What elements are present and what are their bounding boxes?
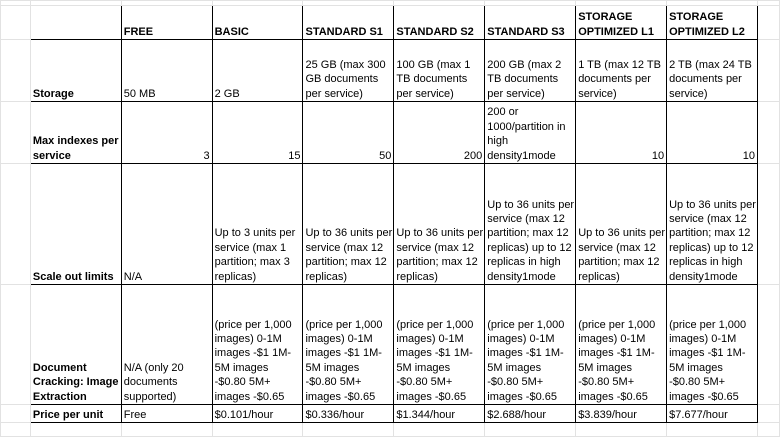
table-row-max-indexes [1,102,780,164]
cell[interactable] [758,40,780,102]
cell-price-basic[interactable]: $0.101/hour [212,405,303,423]
cell-cracking-free[interactable]: N/A (only 20 documents supported) [121,285,212,405]
cell-price-s1[interactable]: $0.336/hour [303,405,394,423]
cell-cracking-s1[interactable]: (price per 1,000 images) 0-1M images -$1 1M-5M images -$0.80 5M+ images -$0.65 [303,285,394,405]
cell-scale-s3[interactable]: Up to 36 units per service (max 12 partition; max 12 replicas) up to 12 replicas in high density1mode [485,164,576,285]
cell-scale-s2[interactable]: Up to 36 units per service (max 12 partition; max 12 replicas) [394,164,485,285]
cell[interactable] [758,102,780,164]
header-storage-l1[interactable]: STORAGE OPTIMIZED L1 [576,6,667,40]
table-row-storage [1,40,780,102]
header-standard-s3[interactable]: STANDARD S3 [485,6,576,40]
row-label-scale-out[interactable]: Scale out limits [30,164,121,285]
header-standard-s2[interactable]: STANDARD S2 [394,6,485,40]
cell[interactable] [758,423,780,437]
cell[interactable] [485,423,576,437]
header-storage-l2[interactable]: STORAGE OPTIMIZED L2 [667,6,758,40]
header-free[interactable]: FREE [121,6,212,40]
cell-scale-l1[interactable]: Up to 36 units per service (max 12 partition; max 12 replicas) [576,164,667,285]
cell-storage-l1[interactable]: 1 TB (max 12 TB documents per service) [576,40,667,102]
cell[interactable] [1,405,31,423]
header-basic[interactable]: BASIC [212,6,303,40]
table-row-scale-out [1,164,780,285]
cell[interactable] [1,40,31,102]
header-standard-s1[interactable]: STANDARD S1 [303,6,394,40]
cell-storage-basic[interactable]: 2 GB [212,40,303,102]
cell-cracking-s3[interactable]: (price per 1,000 images) 0-1M images -$1 1M-5M images -$0.80 5M+ images -$0.65 [485,285,576,405]
table-row-document-cracking [1,285,780,405]
cell[interactable] [758,164,780,285]
cell[interactable] [1,6,31,40]
cell-price-free[interactable]: Free [121,405,212,423]
cell[interactable] [1,102,31,164]
cell-indexes-free[interactable]: 3 [121,102,212,164]
cell[interactable] [212,423,303,437]
cell[interactable] [576,423,667,437]
cell[interactable] [667,423,758,437]
cell[interactable] [30,423,121,437]
cell-storage-l2[interactable]: 2 TB (max 24 TB documents per service) [667,40,758,102]
row-label-max-indexes[interactable]: Max indexes per service [30,102,121,164]
cell[interactable] [758,285,780,405]
cell-storage-s3[interactable]: 200 GB (max 2 TB documents per service) [485,40,576,102]
cell[interactable] [758,405,780,423]
cell-indexes-l2[interactable]: 10 [667,102,758,164]
row-label-storage[interactable]: Storage [30,40,121,102]
cell-indexes-s2[interactable]: 200 [394,102,485,164]
cell-cracking-basic[interactable]: (price per 1,000 images) 0-1M images -$1 1M-5M images -$0.80 5M+ images -$0.65 [212,285,303,405]
cell-price-l2[interactable]: $7.677/hour [667,405,758,423]
cell-storage-s2[interactable]: 100 GB (max 1 TB documents per service) [394,40,485,102]
cell[interactable] [1,423,31,437]
cell-scale-free[interactable]: N/A [121,164,212,285]
cell[interactable] [1,164,31,285]
header-row [1,6,780,40]
cell-price-l1[interactable]: $3.839/hour [576,405,667,423]
cell-price-s2[interactable]: $1.344/hour [394,405,485,423]
table-row [1,423,780,437]
cell[interactable] [758,6,780,40]
cell-scale-l2[interactable]: Up to 36 units per service (max 12 partition; max 12 replicas) up to 12 replicas in high density1mode [667,164,758,285]
cell-cracking-l2[interactable]: (price per 1,000 images) 0-1M images -$1 1M-5M images -$0.80 5M+ images -$0.65 [667,285,758,405]
cell[interactable] [121,423,212,437]
header-corner-cell[interactable] [30,6,121,40]
cell-indexes-s3[interactable]: 200 or 1000/partition in high density1mode [485,102,576,164]
table-row-price [1,405,780,423]
cell-storage-s1[interactable]: 25 GB (max 300 GB documents per service) [303,40,394,102]
cell-indexes-s1[interactable]: 50 [303,102,394,164]
cell-storage-free[interactable]: 50 MB [121,40,212,102]
cell[interactable] [303,423,394,437]
cell-cracking-l1[interactable]: (price per 1,000 images) 0-1M images -$1 1M-5M images -$0.80 5M+ images -$0.65 [576,285,667,405]
cell[interactable] [394,423,485,437]
cell-cracking-s2[interactable]: (price per 1,000 images) 0-1M images -$1 1M-5M images -$0.80 5M+ images -$0.65 [394,285,485,405]
cell-indexes-basic[interactable]: 15 [212,102,303,164]
row-label-document-cracking[interactable]: Document Cracking: Image Extraction [30,285,121,405]
cell[interactable] [1,285,31,405]
cell-price-s3[interactable]: $2.688/hour [485,405,576,423]
cell-scale-s1[interactable]: Up to 36 units per service (max 12 partition; max 12 replicas) [303,164,394,285]
cell-scale-basic[interactable]: Up to 3 units per service (max 1 partition; max 3 replicas) [212,164,303,285]
cell-indexes-l1[interactable]: 10 [576,102,667,164]
row-label-price[interactable]: Price per unit [30,405,121,423]
